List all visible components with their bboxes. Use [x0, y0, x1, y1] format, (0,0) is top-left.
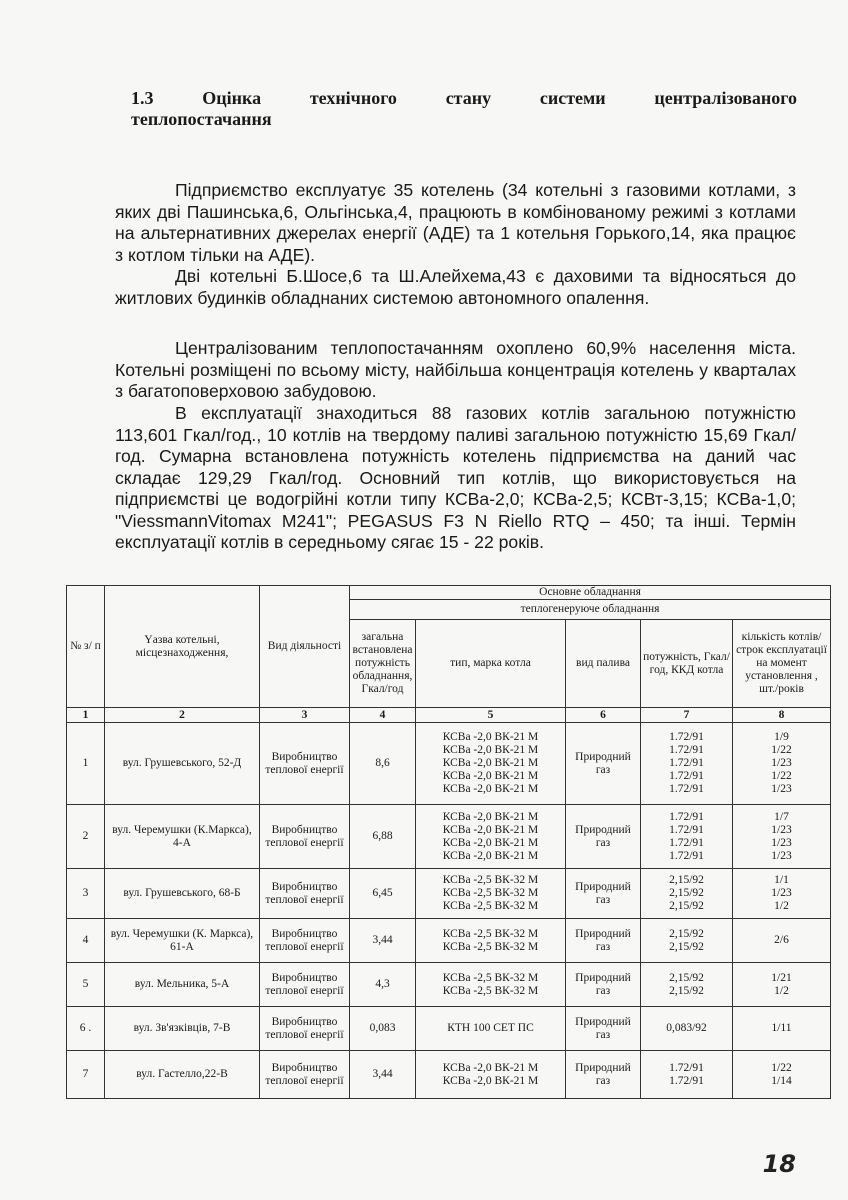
count-entry: 1/1	[774, 874, 789, 886]
row-fuel: Природний газ	[566, 963, 641, 1007]
section-heading-line2: теплопостачання	[131, 109, 272, 129]
table-row	[67, 919, 831, 963]
power-entry: 1.72/91	[669, 770, 704, 782]
row-count	[733, 869, 831, 919]
page-number: 18	[762, 1150, 796, 1178]
row-address: вул. Грушевського, 52-Д	[105, 723, 260, 805]
row-address: вул. Черемушки (К. Маркса), 61-А	[105, 919, 260, 963]
table-row	[67, 963, 831, 1007]
column-number: 3	[260, 708, 350, 723]
section-heading	[131, 88, 797, 130]
power-entry: 1.72/91	[669, 731, 704, 743]
count-entry: 1/23	[771, 836, 792, 849]
row-models	[416, 919, 566, 963]
power-entry: 2,15/92	[669, 940, 704, 953]
model-entry: КСВа -2,0 ВК-21 М	[442, 849, 539, 862]
column-number: 1	[67, 708, 105, 723]
row-address: вул. Черемушки (К.Маркса), 4-А	[105, 805, 260, 869]
row-capacity: 8,6	[350, 723, 416, 805]
row-models	[416, 805, 566, 869]
row-power	[641, 805, 733, 869]
power-entry: 2,15/92	[669, 927, 704, 940]
row-count	[733, 723, 831, 805]
count-entry: 1/23	[771, 823, 792, 836]
power-entry: 1.72/91	[669, 1061, 704, 1074]
row-count: 2/6	[733, 919, 831, 963]
paragraph-boiler-count: Підприємство експлуатує 35 котелень (34 котельні з газовими котлами, з яких дві Пашинська,6, Ольгінська,4, працюють в комбінованому режимі з котлами на альтернативних джерелах енергії (АДЕ) та 1 котельня Горького,14, яка працює з котлом тільки на АДЕ).	[115, 180, 796, 265]
heading-word: 1.3	[131, 88, 154, 108]
row-models	[416, 723, 566, 805]
table-row	[67, 869, 831, 919]
row-power	[641, 1051, 733, 1099]
model-entry: КСВа -2,0 ВК-21 М	[442, 744, 539, 756]
row-count	[733, 805, 831, 869]
row-activity: Виробництво теплової енергії	[260, 723, 350, 805]
model-entry: КСВа -2,5 ВК-32 М	[442, 927, 539, 940]
power-entry: 1.72/91	[669, 836, 704, 849]
power-entry: 1.72/91	[669, 757, 704, 769]
row-address: вул. Зв'язківців, 7-В	[105, 1007, 260, 1051]
column-number: 8	[733, 708, 831, 723]
row-power	[641, 723, 733, 805]
row-number: 2	[67, 805, 105, 869]
row-number: 7	[67, 1051, 105, 1099]
model-entry: КСВа -2,5 ВК-32 М	[442, 984, 539, 997]
power-entry: 1.72/91	[669, 823, 704, 836]
row-number: 1	[67, 723, 105, 805]
column-number: 7	[641, 708, 733, 723]
count-entry: 1/22	[771, 770, 792, 782]
count-entry: 1/21	[771, 971, 792, 984]
model-entry: КСВа -2,0 ВК-21 М	[442, 1061, 539, 1074]
table-row	[67, 723, 831, 805]
count-entry: 1/22	[771, 1061, 792, 1074]
power-entry: 1.72/91	[669, 810, 704, 823]
heading-word: стану	[445, 88, 492, 108]
section-heading-line1	[131, 88, 797, 109]
row-fuel: Природний газ	[566, 919, 641, 963]
header-total-capacity: загальна встановлена потужність обладнання, Гкал/год	[350, 620, 416, 708]
heading-word: централізованого	[654, 88, 797, 108]
count-entry: 1/2	[774, 900, 789, 912]
table-row	[67, 1007, 831, 1051]
row-fuel: Природний газ	[566, 869, 641, 919]
column-number: 2	[105, 708, 260, 723]
row-activity: Виробництво теплової енергії	[260, 805, 350, 869]
row-address: вул. Грушевського, 68-Б	[105, 869, 260, 919]
row-power	[641, 919, 733, 963]
header-model: тип, марка котла	[416, 620, 566, 708]
count-entry: 1/7	[774, 810, 789, 823]
row-fuel: Природний газ	[566, 1051, 641, 1099]
row-address: вул. Мельника, 5-А	[105, 963, 260, 1007]
row-models	[416, 1051, 566, 1099]
header-number: № з/ п	[67, 586, 105, 708]
model-entry: КСВа -2,0 ВК-21 М	[442, 810, 539, 823]
column-number: 6	[566, 708, 641, 723]
heading-word: технічного	[309, 88, 397, 108]
model-entry: КСВа -2,0 ВК-21 М	[442, 783, 539, 795]
row-models	[416, 963, 566, 1007]
row-activity: Виробництво теплової енергії	[260, 1051, 350, 1099]
power-entry: 1.72/91	[669, 744, 704, 756]
row-capacity: 3,44	[350, 919, 416, 963]
model-entry: КСВа -2,5 ВК-32 М	[442, 940, 539, 953]
row-activity: Виробництво теплової енергії	[260, 1007, 350, 1051]
row-count	[733, 1051, 831, 1099]
row-activity: Виробництво теплової енергії	[260, 869, 350, 919]
header-count: кількість котлів/строк експлуатації на момент установлення , шт./років	[733, 620, 831, 708]
row-capacity: 6,88	[350, 805, 416, 869]
row-count: 1/11	[733, 1007, 831, 1051]
row-power	[641, 963, 733, 1007]
row-number: 6 .	[67, 1007, 105, 1051]
power-entry: 2,15/92	[669, 900, 704, 912]
header-power: потужність, Гкал/год, ККД котла	[641, 620, 733, 708]
equipment-table	[66, 585, 831, 1099]
row-models: КТН 100 СЕТ ПС	[416, 1007, 566, 1051]
power-entry: 2,15/92	[669, 971, 704, 984]
row-fuel: Природний газ	[566, 723, 641, 805]
column-number: 5	[416, 708, 566, 723]
count-entry: 1/23	[771, 887, 792, 899]
row-capacity: 6,45	[350, 869, 416, 919]
power-entry: 2,15/92	[669, 887, 704, 899]
model-entry: КСВа -2,0 ВК-21 М	[442, 731, 539, 743]
row-activity: Виробництво теплової енергії	[260, 919, 350, 963]
count-entry: 1/2	[774, 984, 789, 997]
power-entry: 1.72/91	[669, 1074, 704, 1087]
model-entry: КСВа -2,5 ВК-32 М	[442, 971, 539, 984]
count-entry: 1/23	[771, 757, 792, 769]
header-fuel: вид палива	[566, 620, 641, 708]
header-heat-equipment: теплогенеруюче обладнання	[350, 600, 831, 620]
power-entry: 2,15/92	[669, 984, 704, 997]
power-entry: 1.72/91	[669, 849, 704, 862]
row-fuel: Природний газ	[566, 805, 641, 869]
paragraph-roof-boilers: Дві котельні Б.Шосе,6 та Ш.Алейхема,43 є даховими та відносяться до житлових будинків обладнаних системою автономного опалення.	[115, 266, 796, 308]
column-number: 4	[350, 708, 416, 723]
count-entry: 1/23	[771, 783, 792, 795]
table-row	[67, 1051, 831, 1099]
row-count	[733, 963, 831, 1007]
header-main-equipment: Основне обладнання	[350, 586, 831, 600]
paragraph-capacity: В експлуатації знаходиться 88 газових котлів загальною потужністю 113,601 Гкал/год., 10 котлів на твердому паливі загальною потужністю 15,69 Гкал/год. Сумарна встановлена потужність котелень підприємства на даний час складає 129,29 Гкал/год. Основний тип котлів, що використовується на підприємстві це водогрійні котли типу КСВа-2,0; КСВа-2,5; КСВт-3,15; КСВа-1,0; "ViessmannVitomax M241"; PEGASUS F3 N Riello RTQ – 450; та інші. Термін експлуатації котлів в середньому сягає 15 - 22 років.	[115, 403, 796, 552]
model-entry: КСВа -2,5 ВК-32 М	[442, 874, 539, 886]
row-activity: Виробництво теплової енергії	[260, 963, 350, 1007]
row-power	[641, 869, 733, 919]
model-entry: КСВа -2,0 ВК-21 М	[442, 836, 539, 849]
model-entry: КСВа -2,0 ВК-21 М	[442, 823, 539, 836]
count-entry: 1/9	[774, 731, 789, 743]
heading-word: системи	[539, 88, 606, 108]
row-number: 5	[67, 963, 105, 1007]
row-capacity: 4,3	[350, 963, 416, 1007]
row-capacity: 0,083	[350, 1007, 416, 1051]
model-entry: КСВа -2,5 ВК-32 М	[442, 887, 539, 899]
model-entry: КСВа -2,5 ВК-32 М	[442, 900, 539, 912]
count-entry: 1/23	[771, 849, 792, 862]
model-entry: КСВа -2,0 ВК-21 М	[442, 770, 539, 782]
count-entry: 1/14	[771, 1074, 792, 1087]
row-number: 3	[67, 869, 105, 919]
table-row	[67, 805, 831, 869]
paragraph-coverage: Централізованим теплопостачанням охоплено 60,9% населення міста. Котельні розміщені по всьому місту, найбільша концентрація котелень у кварталах з багатоповерховою забудовою.	[115, 338, 796, 401]
row-power: 0,083/92	[641, 1007, 733, 1051]
model-entry: КСВа -2,0 ВК-21 М	[442, 757, 539, 769]
row-fuel: Природний газ	[566, 1007, 641, 1051]
power-entry: 2,15/92	[669, 874, 704, 886]
row-models	[416, 869, 566, 919]
heading-word: Оцінка	[202, 88, 262, 108]
header-name: Yазва котельні, місцезнаходження,	[105, 586, 260, 708]
model-entry: КСВа -2,0 ВК-21 М	[442, 1074, 539, 1087]
row-number: 4	[67, 919, 105, 963]
row-address: вул. Гастелло,22-В	[105, 1051, 260, 1099]
power-entry: 1.72/91	[669, 783, 704, 795]
row-capacity: 3,44	[350, 1051, 416, 1099]
header-activity: Вид діяльності	[260, 586, 350, 708]
count-entry: 1/22	[771, 744, 792, 756]
